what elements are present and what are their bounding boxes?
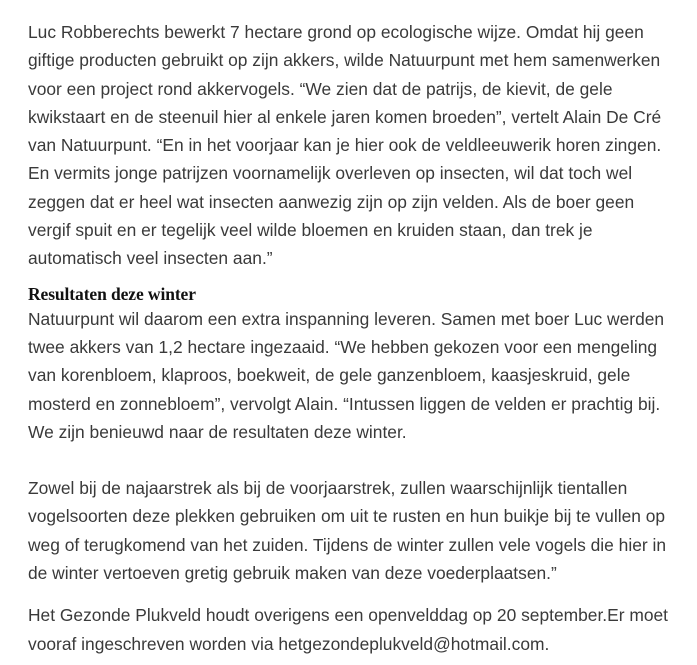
article-paragraph-vogeltrek: Zowel bij de najaarstrek als bij de voorjaarstrek, zullen waarschijnlijk tientallen vogelsoorten deze plekken gebruiken om uit te rusten en hun buikje bij te vullen op weg of terugkomend van het zuiden. Tijdens de winter zullen vele vogels die hier in de winter vertoeven gretig gebruik maken van deze voederplaatsen.” bbox=[28, 478, 667, 584]
article-paragraph-resultaten: Natuurpunt wil daarom een extra inspanning leveren. Samen met boer Luc werden twee akkers van 1,2 hectare ingezaaid. “We hebben gekozen voor een mengeling van korenbloem, klaproos, boekweit, de gele ganzenbloem, kaasjeskruid, gele mosterd en zonnebloem”, vervolgt Alain. “Intussen liggen de velden er prachtig bij. We zijn benieuwd naar de resultaten deze winter. bbox=[28, 308, 665, 442]
article-paragraph-openvelddag: Het Gezonde Plukveld houdt overigens een openvelddag op 20 september.Er moet vooraf ingeschreven worden via hetgezondeplukveld@hotmail.com. bbox=[28, 605, 669, 654]
article-paragraph-intro: Luc Robberechts bewerkt 7 hectare grond op ecologische wijze. Omdat hij geen giftige producten gebruikt op zijn akkers, wilde Natuurpunt met hem samenwerken voor een project rond akkervogels. “We zien dat de patrijs, de kievit, de gele kwikstaart en de steenuil hier al enkele jaren komen broeden”, vertelt Alain De Cré van Natuurpunt. “En in het voorjaar kan je hier ook de veldleeuwerik horen zingen. En vermits jonge patrijzen voornamelijk overleven op insecten, wil dat toch wel zeggen dat er heel wat insecten aanwezig zijn op zijn velden. Als de boer geen vergif spuit en er tegelijk veel wilde bloemen en kruiden staan, dan trek je automatisch veel insecten aan.” bbox=[28, 22, 662, 269]
article-body bbox=[28, 18, 673, 658]
article-subheading: Resultaten deze winter bbox=[28, 283, 196, 304]
